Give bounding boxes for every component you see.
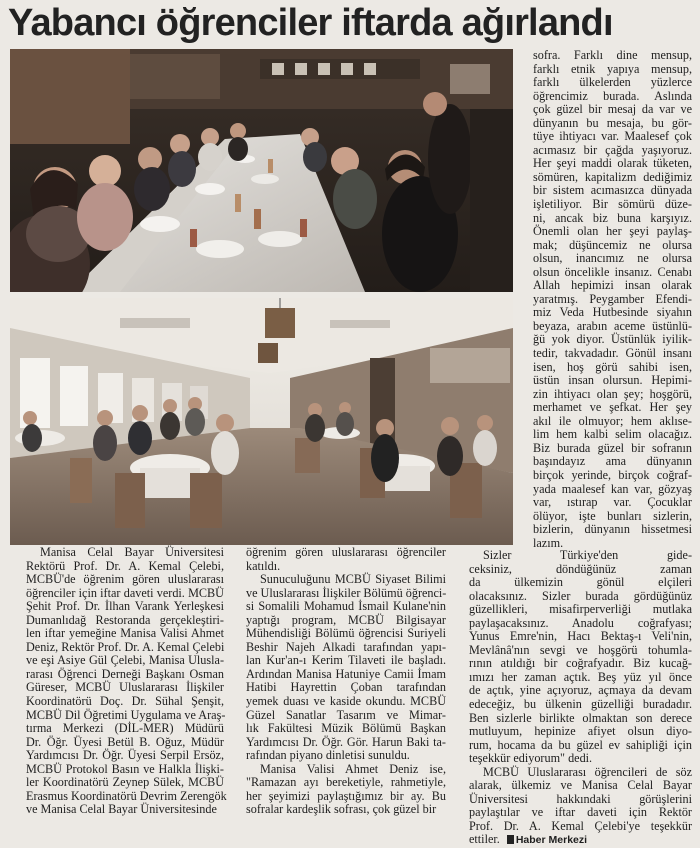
text-line: var, ıstırap var. Çocuklar xyxy=(533,495,692,510)
text-line: mutluyum, hepinize afiyet olsun diyo- xyxy=(469,724,692,739)
text-line: Deniz, Rektör Prof. Dr. A. Kemal Çelebi xyxy=(26,639,225,654)
text-line: ğü yok diyor. Üstünlük iyilik- xyxy=(533,332,692,347)
article-column-2 xyxy=(232,546,446,817)
text-line: Sunuculuğunu MCBÜ Siyaset Bilimi xyxy=(260,572,446,587)
text-line: MCBÜ Protokol Basın ve Halkla İlişki- xyxy=(26,761,224,776)
text-line: Mevlânâ'nın sevgi ve hoşgörü tohumla- xyxy=(469,642,692,657)
text-line: len iftar yemeğine Manisa Valisi Ahmet xyxy=(26,626,224,641)
text-line: öğrenciler için iftar daveti verdi. MCBÜ xyxy=(26,585,224,600)
text-line: Erasmus Koordinatörü Devrim Zerengök xyxy=(26,788,227,803)
text-line: farklı etnik yapıya mensup, xyxy=(533,61,692,76)
text-line: lan Kur'an-ı Kerim Tilaveti ile başladı. xyxy=(246,653,446,668)
text-line: tırma Merkezi (DİL-MER) Müdürü xyxy=(26,721,224,736)
text-line: Manisa Celal Bayar Üniversitesi xyxy=(40,545,224,559)
text-line: çok güzel bir mesaj da var ve xyxy=(533,102,692,117)
text-line: akıl ile olmuyor; hem aklıse- xyxy=(533,413,692,428)
text-line: her şeyimizi paylaştığımız bir ay. Bu xyxy=(246,788,446,803)
text-line: mak; düşüncemiz ne olursa xyxy=(533,237,692,252)
text-line: sofra. Farklı dine mensup, xyxy=(533,48,692,62)
text-line: miz Veda Hutbesinde siyahın xyxy=(533,305,692,320)
text-line: ni, ancak biz buna karşıyız. xyxy=(533,210,692,225)
text-line: yaratmış. Peygamber Efendi- xyxy=(533,291,692,306)
text-line: üstün insan olursun. Hepimi- xyxy=(533,373,692,388)
text-line: ve Manisa Celal Bayar Üniversitesinde xyxy=(26,802,217,817)
text-line: Üniversitesi hakkındaki görüşlerini xyxy=(469,791,692,806)
text-line: Rektörü Prof. Dr. A. Kemal Çelebi, xyxy=(26,558,224,573)
text-line: si Somalili Mohamud İsmail Kulane'nin xyxy=(246,599,446,614)
byline xyxy=(503,834,587,846)
byline-marker-icon xyxy=(507,835,514,844)
text-line: bizlerin, dünyanın hissetmesi xyxy=(533,522,692,537)
text-line: ımızı her zaman açtık. Beş yüz yıl önce xyxy=(469,669,692,684)
text-line: Ben sizlerle birlikte olmaktan son derece xyxy=(469,710,692,725)
text-line: MCBÜ Uluslararası öğrencileri de söz xyxy=(483,764,692,779)
text-line: olsun, inancımız ne olursa xyxy=(533,251,692,266)
text-line: yaptığı program, MCBÜ Bilgisayar xyxy=(246,612,446,627)
text-line: MCBÜ'de öğrenim gören uluslararası xyxy=(26,572,224,587)
text-line: ler Koordinatörü Zeynep Sülek, MCBÜ xyxy=(26,775,224,790)
text-line: Biz burada güzel bir sofranın xyxy=(533,440,692,455)
text-line: yada maalesef kan var, gözyaş xyxy=(533,481,692,496)
text-line: Her şeyi maddi olarak tüketen, xyxy=(533,156,692,171)
text-line: acımasız bir çağda yaşıyoruz. xyxy=(533,142,692,157)
text-line: katıldı. xyxy=(246,558,281,573)
text-line: Yardımcısı Dr. Öğr. Gör. Harun Baki ta- xyxy=(246,734,446,749)
text-line: tedir, takvadadır. Gönül insanı xyxy=(533,346,692,361)
text-line: isen, hoş görü sahibi isen, xyxy=(533,359,692,374)
text-line: güzellikleri, misafirperverliği mutlaka xyxy=(469,602,692,617)
text-line: merhamet ve şefkat. Her şey xyxy=(533,400,692,415)
text-line: "Ramazan ayı bereketiyle, rahmetiyle, xyxy=(246,775,446,790)
text-line: da ülkemizin gönül elçileri xyxy=(469,575,692,590)
text-line: ve Uluslararası İlişkiler Bölümü öğrenci- xyxy=(246,585,447,600)
text-line: ve eşi Asiye Gül Çelebi, Manisa Ulusla- xyxy=(26,653,224,668)
text-line: zin ihtiyacı olan şey; hoşgörü, xyxy=(533,386,692,401)
text-line: rarası Öğrenci Derneği Başkanı Osman xyxy=(26,666,224,681)
text-line: edeceğiz, bu ülkenin güzelliği buradadır. xyxy=(469,697,692,712)
text-line: öğrencimiz burada. Aslında xyxy=(533,88,692,103)
text-line: bir sistem acımasızca dünyada xyxy=(533,183,692,198)
text-line: Güzel Sanatlar Tasarım ve Mimar- xyxy=(246,707,446,722)
text-line: beyaza, arabın aceme üstünlü- xyxy=(533,318,692,333)
text-line: dünyanın bu mesaja, bu gör- xyxy=(533,115,692,130)
byline-text: Haber Merkezi xyxy=(515,834,588,847)
text-line: yemek duası ve kaside okundu. MCBÜ xyxy=(246,694,446,709)
text-line: Manisa Valisi Ahmet Deniz ise, xyxy=(260,761,446,776)
text-line: Güreser, MCBÜ Uluslararası İlişkiler xyxy=(26,680,224,695)
text-line: sofralar kardeşlik sofrası, çok güzel bir xyxy=(246,802,437,817)
article-column-1 xyxy=(12,545,227,817)
text-line: farklı ülkelerden yüzlerce xyxy=(533,75,692,90)
text-line: Hatibi Hayrettin Çoban tarafından xyxy=(246,680,446,695)
text-line: ölüyor, işte bunları sizlerin, xyxy=(533,508,692,523)
text-line: Sizler Türkiye'den gide- xyxy=(483,548,692,562)
text-line: alarak, ülkemiz ve Manisa Celal Bayar xyxy=(469,778,692,793)
text-line: paylaşacaksınız. Anadolu coğrafyası; xyxy=(469,615,692,630)
text-line: Dumanlıdağ Restoranda gerçekleştiri- xyxy=(26,612,224,627)
text-line: Önemli olan her şeyi paylaş- xyxy=(533,224,692,239)
text-line: Ardından Manisa Hatuniye Camii İmam xyxy=(246,666,446,681)
text-line: Prof. Dr. A. Kemal Çelebi'ye teşekkür xyxy=(469,818,692,833)
article-column-3b xyxy=(455,549,692,848)
text-line: Yardımcısı Dr. Öğr. Üyesi Serpil Ersöz, xyxy=(26,748,224,763)
text-line: MCBÜ Dil Öğretimi Uygulama ve Araş- xyxy=(26,707,226,722)
text-line: de açtık, yine açıyoruz, açmaya da devam xyxy=(469,683,692,698)
text-line: öğrenim gören uluslararası öğrenciler xyxy=(246,545,446,559)
text-line: Allah hepimizi insan olarak xyxy=(533,278,692,293)
text-line: rının atıldığı bir coğrafyadır. Biz kucağ- xyxy=(469,656,692,671)
text-line: Dr. Öğr. Üyesi Betül B. Oğuz, Müdür xyxy=(26,734,224,749)
text-line: lık Fakültesi Müzik Bölümü Başkan xyxy=(246,721,446,736)
text-line: teşekkür ediyorum" dedi. xyxy=(469,751,593,766)
text-line: lazım. xyxy=(533,535,564,550)
text-line: rafından piyano dinletisi sunuldu. xyxy=(246,748,410,763)
text-line: Mühendisliği Bölümü öğrencisi Suriyeli xyxy=(246,626,446,641)
iftar-table-photo xyxy=(10,49,513,292)
text-line: başındayız ama dünyanın xyxy=(533,454,692,469)
article-column-3 xyxy=(519,49,692,550)
text-line: ettiler. Haber Merkezi xyxy=(469,832,588,847)
text-line: Yunus Emre'nin, Hacı Bektaş-ı Veli'nin, xyxy=(469,629,692,644)
text-line: paylaştılar ve iftar daveti için Rektör xyxy=(469,805,692,820)
text-line: rum, hocama da bu güzel ev sahipliği için xyxy=(469,737,692,752)
text-line: olacaksınız. Sizler burada gördüğünüz xyxy=(469,588,692,603)
text-line: olsun öncelikle insanız. Cenabı xyxy=(533,264,692,279)
restaurant-hall-photo xyxy=(10,298,513,545)
text-line: Koordinatörü Doç. Dr. Sühal Şenşit, xyxy=(26,694,224,709)
text-line: Beshir Najeh Alkadi tarafından yapı- xyxy=(246,639,446,654)
text-line: Şehit Prof. Dr. İlhan Varank Yerleşkesi xyxy=(26,599,224,614)
text-line: işletiliyor. Bir sömürü düze- xyxy=(533,197,692,212)
text-line: birçok yerinde, birçok coğraf- xyxy=(533,467,692,482)
text-line: ceksiniz, döndüğünüz zaman xyxy=(469,561,692,576)
text-line: tüye ihtiyacı var. Maalesef çok xyxy=(533,129,692,144)
text-line: sömüren, kapitalizm dediğimiz xyxy=(533,169,692,184)
text-line: lim hem kalbi selim olacağız. xyxy=(533,427,692,442)
headline: Yabancı öğrenciler iftarda ağırlandı xyxy=(8,2,613,44)
